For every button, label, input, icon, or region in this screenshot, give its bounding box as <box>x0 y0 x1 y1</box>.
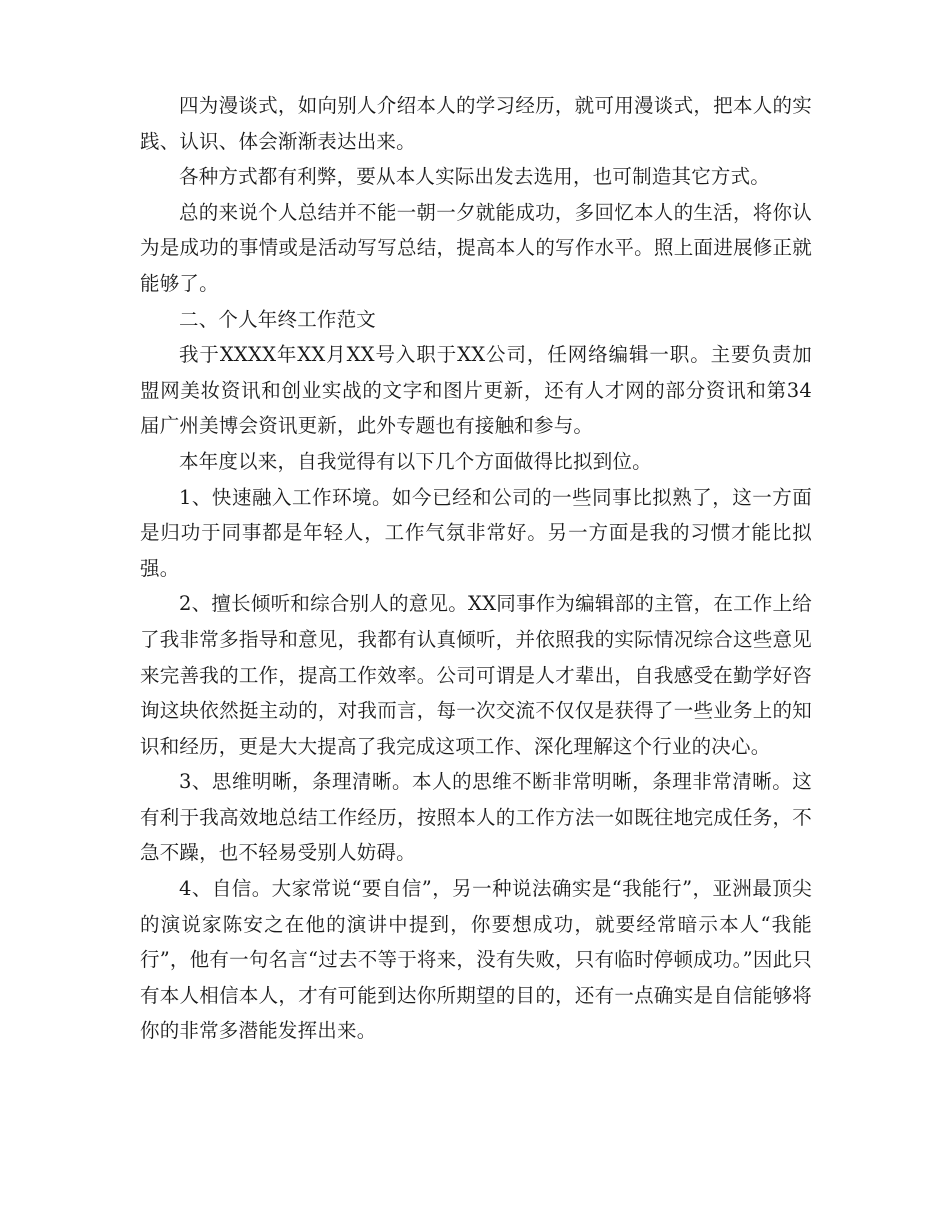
list-item: 2、擅长倾听和综合别人的意见。XX同事作为编辑部的主管，在工作上给了我非常多指导和意见，我都有认真倾听，并依照我的实际情况综合这些意见来完善我的工作，提高工作效率。公司可谓是人才辈出，自我感受在勤学好咨询这块依然挺主动的，对我而言，每一次交流不仅仅是获得了一些业务上的知识和经历，更是大大提高了我完成这项工作、深化理解这个行业的决心。 <box>140 592 812 758</box>
document-body <box>140 88 812 1049</box>
paragraph: 各种方式都有利弊，要从本人实际出发去选用，也可制造其它方式。 <box>179 165 771 189</box>
section-heading: 二、个人年终工作范文 <box>179 307 377 331</box>
list-item: 3、思维明晰，条理清晰。本人的思维不断非常明晰，条理非常清晰。这有利于我高效地总结工作经历，按照本人的工作方法一如既往地完成任务，不急不躁，也不轻易受别人妨碍。 <box>140 770 812 865</box>
paragraph: 四为漫谈式，如向别人介绍本人的学习经历，就可用漫谈式，把本人的实践、认识、体会渐渐表达出来。 <box>140 94 812 153</box>
paragraph: 本年度以来，自我觉得有以下几个方面做得比拟到位。 <box>179 449 652 473</box>
list-item: 1、快速融入工作环境。如今已经和公司的一些同事比拟熟了，这一方面是归功于同事都是年轻人，工作气氛非常好。另一方面是我的习惯才能比拟强。 <box>140 485 812 580</box>
paragraph: 我于XXXX年XX月XX号入职于XX公司，任网络编辑一职。主要负责加盟网美妆资讯和创业实战的文字和图片更新，还有人才网的部分资讯和第34届广州美博会资讯更新，此外专题也有接触和参与。 <box>140 343 812 438</box>
paragraph: 总的来说个人总结并不能一朝一夕就能成功，多回忆本人的生活，将你认为是成功的事情或是活动写写总结，提高本人的写作水平。照上面进展修正就能够了。 <box>140 200 812 295</box>
list-item: 4、自信。大家常说“要自信”，另一种说法确实是“我能行”，亚洲最顶尖的演说家陈安之在他的演讲中提到，你要想成功，就要经常暗示本人“我能行”，他有一句名言“过去不等于将来，没有失败，只有临时停顿成功。”因此只有本人相信本人，才有可能到达你所期望的目的，还有一点确实是自信能够将你的非常多潜能发挥出来。 <box>140 877 812 1043</box>
